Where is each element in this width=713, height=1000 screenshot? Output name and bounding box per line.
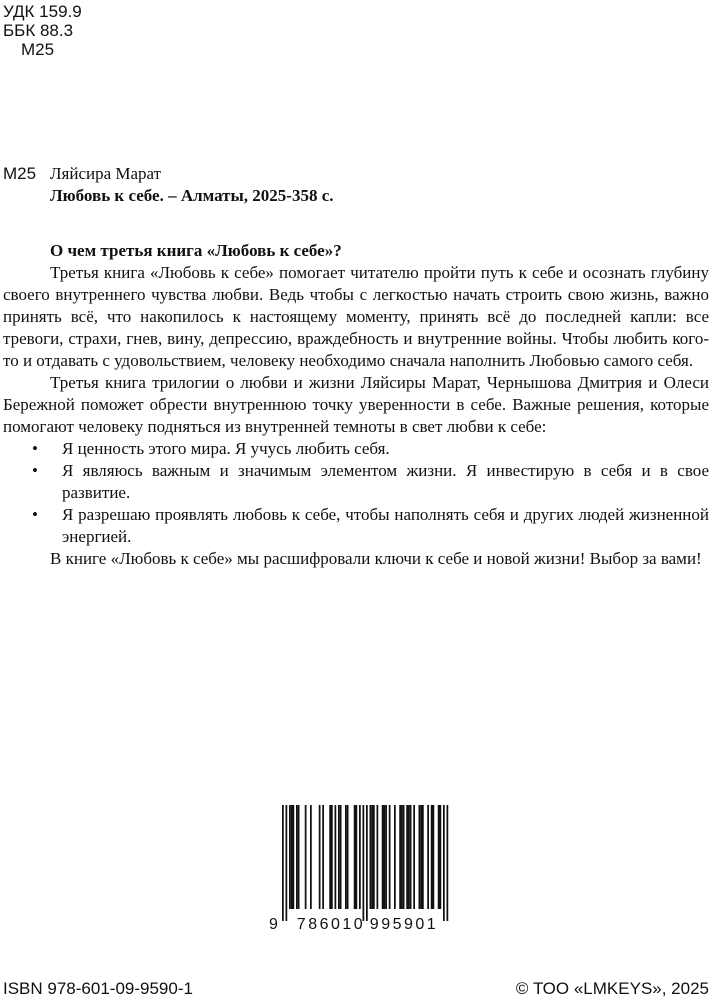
barcode-bar [305,805,307,909]
list-item-text: Я являюсь важным и значимым элементом жизни. Я инвестирую в себя и в свое развитие. [62,461,709,502]
barcode-bar [382,805,384,909]
barcode-bar [401,805,403,909]
barcode-bar [440,805,442,909]
barcode-bar [331,805,333,909]
paragraph-3: В книге «Любовь к себе» мы расшифровали ключи к себе и новой жизни! Выбор за вами! [50,549,702,568]
barcode-bar [356,805,358,909]
barcode-bar [413,805,415,909]
entry-title: Любовь к себе. – Алматы, 2025-358 с. [50,186,334,205]
barcode-bar [296,805,298,909]
barcode-bar [289,805,291,909]
barcode-bar [438,805,440,909]
barcode-guard-bar [447,805,449,921]
barcode-bar [319,805,321,909]
barcode-guard-bar [286,805,288,921]
list-item [3,504,709,548]
copyright-notice: © ТОО «LMKEYS», 2025 [515,979,709,998]
barcode-left-group: 786010 [296,916,366,932]
barcode-graphic [267,803,457,932]
list-item [3,460,709,504]
barcode-bar [359,805,361,909]
barcode-bar [384,805,386,909]
barcode-guard-bar [282,805,284,921]
barcode-guard-bar [363,805,365,921]
barcode-bar [373,805,375,909]
bullet-icon: • [32,505,38,524]
barcode-bar [354,805,356,909]
barcode-bar [371,805,373,909]
entry-code: М25 [3,164,37,183]
list-item-text: Я разрешаю проявлять любовь к себе, чтобы наполнять себя и других людей жизненной энергией. [62,505,709,546]
list-item-text: Я ценность этого мира. Я учусь любить себя. [62,439,390,458]
barcode-bar [385,805,387,909]
barcode-bar [431,805,433,909]
annotation-heading: О чем третья книга «Любовь к себе»? [50,241,342,260]
barcode-bar [345,805,347,909]
barcode-bar [419,805,421,909]
barcode-bar [298,805,300,909]
barcode-bar [420,805,422,909]
barcode-right-group: 995901 [369,916,439,932]
bbk-code: ББК 88.3 [3,21,74,40]
barcode-bar [310,805,312,909]
paragraph-2: Третья книга трилогии о любви и жизни Ляйсиры Марат, Чернышова Дмитрия и Олеси Бережной поможет обрести внутреннюю точку уверенности в себе. Важные решения, которые помогают человеку подняться из внутренней темноты в свет любви к себе: [3,373,709,436]
barcode-bar [389,805,391,909]
barcode-bar [377,805,379,909]
barcode-bar [403,805,405,909]
isbn-number: ISBN 978-601-09-9590-1 [3,979,193,998]
annotation-text [3,240,709,570]
barcode-bar [399,805,401,909]
barcode-bar [422,805,424,909]
barcode-bar [427,805,429,909]
barcode-bar [347,805,349,909]
barcode-bar [322,805,324,909]
barcode-bar [329,805,331,909]
bullet-icon: • [32,439,38,458]
barcode-bar [338,805,340,909]
barcode-bar [335,805,337,909]
bullet-list [3,438,709,548]
barcode-guard-bar [443,805,445,921]
list-item [3,438,709,460]
barcode-bar [394,805,396,909]
barcode-bar [370,805,372,909]
bullet-icon: • [32,461,38,480]
barcode-bar [291,805,293,909]
barcode-bar [340,805,342,909]
barcode-bar [293,805,295,909]
udk-code: УДК 159.9 [3,2,82,21]
barcode-bar [408,805,410,909]
entry-author: Ляйсира Марат [50,164,162,183]
barcode-bar [433,805,435,909]
isbn-barcode [267,803,457,932]
barcode-bars [282,805,448,921]
paragraph-1: Третья книга «Любовь к себе» помогает читателю пройти путь к себе и осознать глубину своего внутреннего чувства любви. Ведь чтобы с легкостью начать строить свою жизнь, важно принять всё, что накопилось к настоящему моменту, принять всё до последней капли: все тревоги, страхи, гнев, вину, депрессию, враждебность и внутренние войны. Чтобы любить кого-то и отдавать с удовольствием, человеку необходимо сначала наполнить Любовью самого себя. [3,263,709,370]
barcode-bar [406,805,408,909]
author-mark: М25 [21,40,55,59]
barcode-first-digit: 9 [269,916,278,932]
barcode-bar [410,805,412,909]
barcode-guard-bar [366,805,368,921]
classification-block [3,2,82,59]
